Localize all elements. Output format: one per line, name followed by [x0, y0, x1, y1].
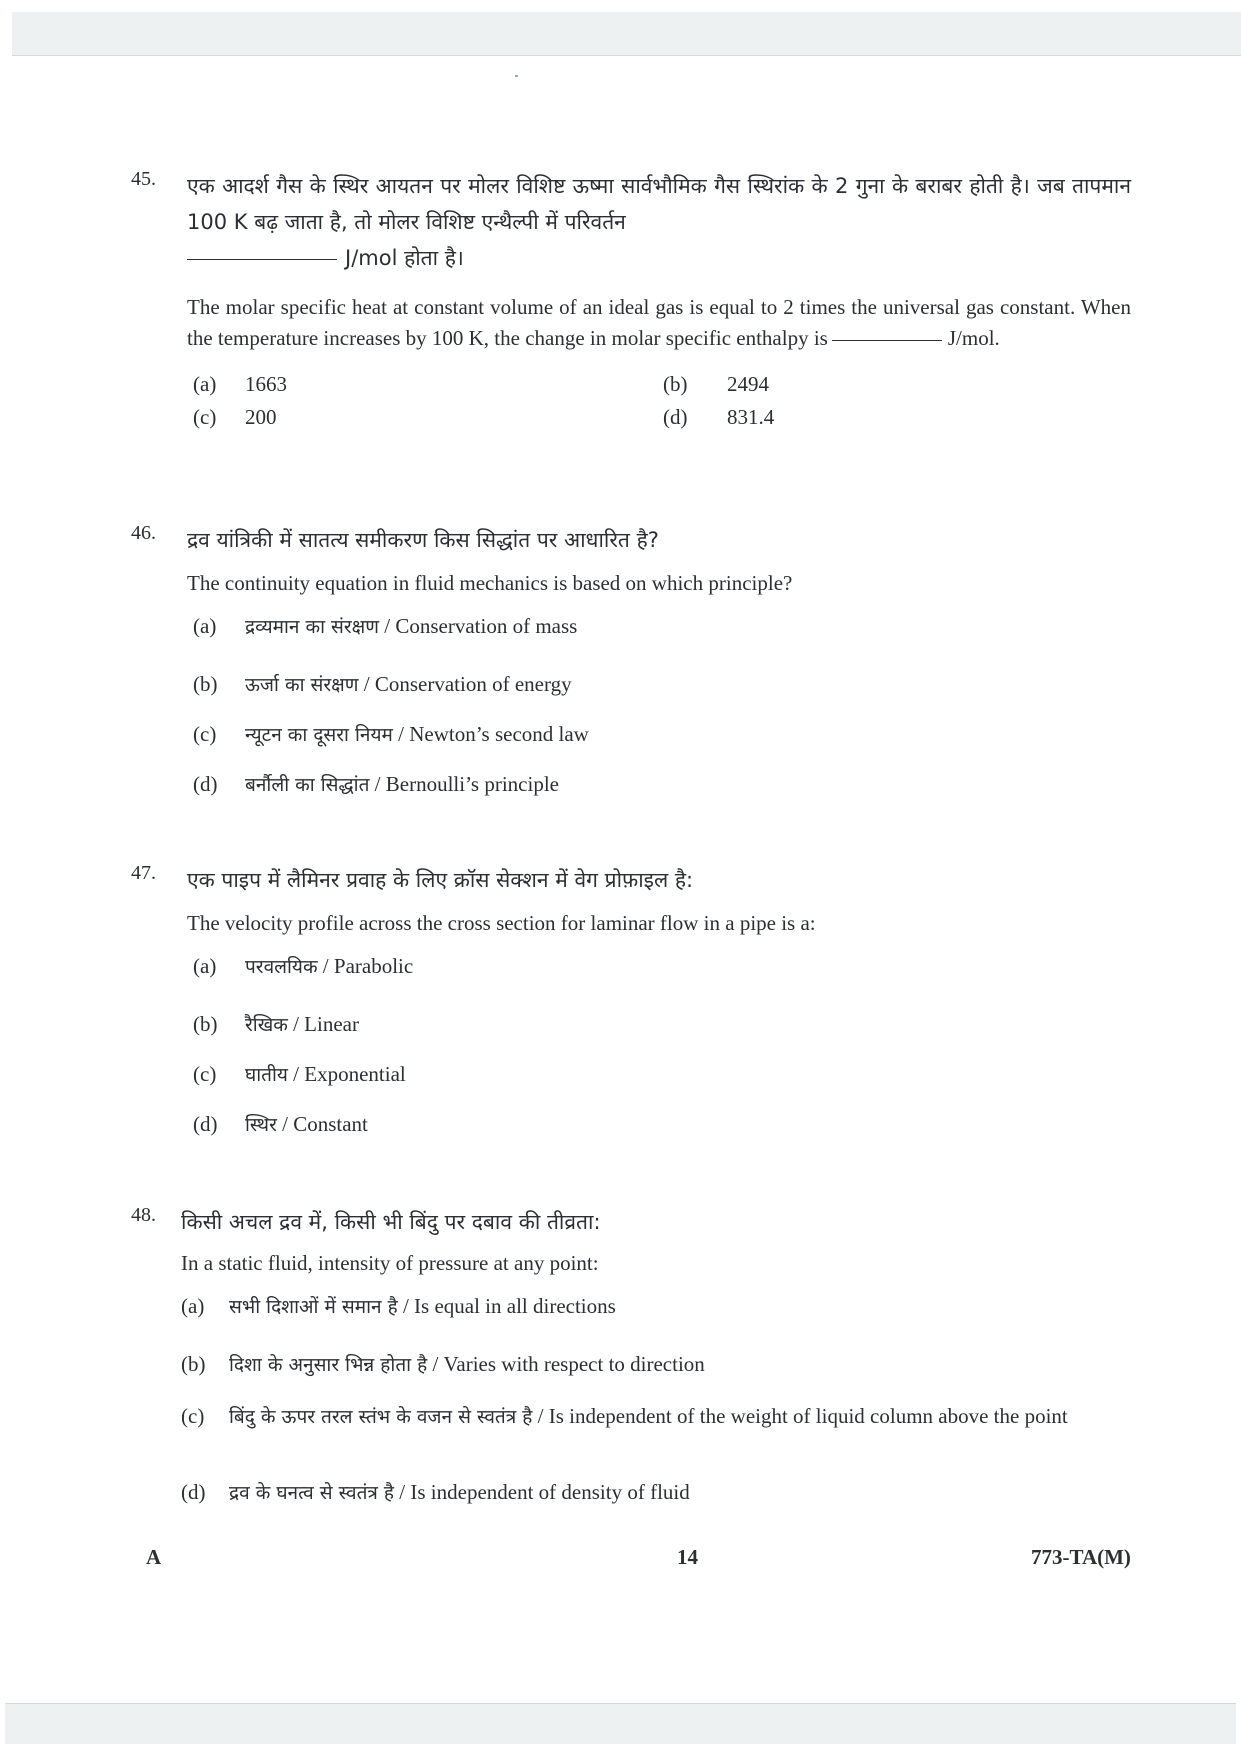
scan-top-band [12, 12, 1241, 56]
option-b[interactable]: (b) रैखिक / Linear [193, 1012, 359, 1036]
option-a[interactable]: (a) परवलयिक / Parabolic [193, 954, 414, 978]
answer-blank [832, 340, 942, 341]
option-d[interactable]: (d) 831.4 [663, 405, 775, 429]
scan-speck [515, 75, 518, 77]
question-48 [131, 1204, 1131, 1519]
options [193, 953, 1131, 1151]
question-text-english: The velocity profile across the cross section for laminar flow in a pipe is a: [187, 911, 816, 935]
options [181, 1293, 1131, 1519]
option-d[interactable]: (d) बर्नौली का सिद्धांत / Bernoulli’s principle [193, 772, 559, 796]
footer-paper-code: 773-TA(M) [1031, 1545, 1131, 1569]
question-text-hindi: द्रव यांत्रिकी में सातत्य समीकरण किस सिद्धांत पर आधारित है? [187, 528, 659, 552]
question-text-hindi: किसी अचल द्रव में, किसी भी बिंदु पर दबाव की तीव्रता: [181, 1210, 601, 1234]
question-46 [131, 522, 1131, 811]
question-text-english: In a static fluid, intensity of pressure at any point: [181, 1251, 599, 1275]
option-a[interactable]: (a) 1663 [193, 372, 287, 396]
footer-set-code: A [146, 1545, 162, 1569]
question-number: 46. [131, 522, 156, 544]
option-b[interactable]: (b) दिशा के अनुसार भिन्न होता है / Varies with respect to direction [181, 1352, 705, 1376]
question-45 [131, 168, 1131, 430]
option-b[interactable]: (b) ऊर्जा का संरक्षण / Conservation of energy [193, 672, 572, 696]
option-a[interactable]: (a) द्रव्यमान का संरक्षण / Conservation of mass [193, 614, 578, 638]
option-c[interactable]: (c) घातीय / Exponential [193, 1062, 406, 1086]
question-number: 48. [131, 1204, 156, 1226]
question-47 [131, 862, 1131, 1151]
scan-bottom-band [5, 1703, 1236, 1744]
question-text-hindi: एक आदर्श गैस के स्थिर आयतन पर मोलर विशिष्ट ऊष्मा सार्वभौमिक गैस स्थिरांक के 2 गुना के बराबर होती है। जब तापमान 100 K बढ़ जाता है, तो मोलर विशिष्ट एन्थैल्पी में परिवर्तन J/mol होता है। [187, 174, 1131, 270]
answer-blank [187, 259, 337, 260]
option-d[interactable]: (d) द्रव के घनत्व से स्वतंत्र है / Is independent of density of fluid [181, 1480, 690, 1504]
option-c[interactable]: (c) 200 [193, 405, 277, 429]
option-c[interactable]: (c) न्यूटन का दूसरा नियम / Newton’s second law [193, 722, 589, 746]
option-d[interactable]: (d) स्थिर / Constant [193, 1112, 368, 1136]
option-c[interactable]: (c) बिंदु के ऊपर तरल स्तंभ के वजन से स्वतंत्र है / Is independent of the weight of liquid column above the point [181, 1404, 1068, 1428]
question-text-hindi: एक पाइप में लैमिनर प्रवाह के लिए क्रॉस सेक्शन में वेग प्रोफ़ाइल है: [187, 868, 694, 892]
option-b[interactable]: (b) 2494 [663, 372, 769, 396]
options [193, 372, 1131, 430]
options [193, 613, 1131, 811]
question-text-english: The continuity equation in fluid mechanics is based on which principle? [187, 571, 793, 595]
footer-page-number: 14 [677, 1545, 698, 1569]
question-number: 47. [131, 862, 156, 884]
question-text-english: The molar specific heat at constant volume of an ideal gas is equal to 2 times the universal gas constant. When the temperature increases by 100 K, the change in molar specific enthalpy is J/mol. [187, 295, 1131, 350]
question-number: 45. [131, 168, 156, 190]
option-a[interactable]: (a) सभी दिशाओं में समान है / Is equal in all directions [181, 1294, 616, 1318]
